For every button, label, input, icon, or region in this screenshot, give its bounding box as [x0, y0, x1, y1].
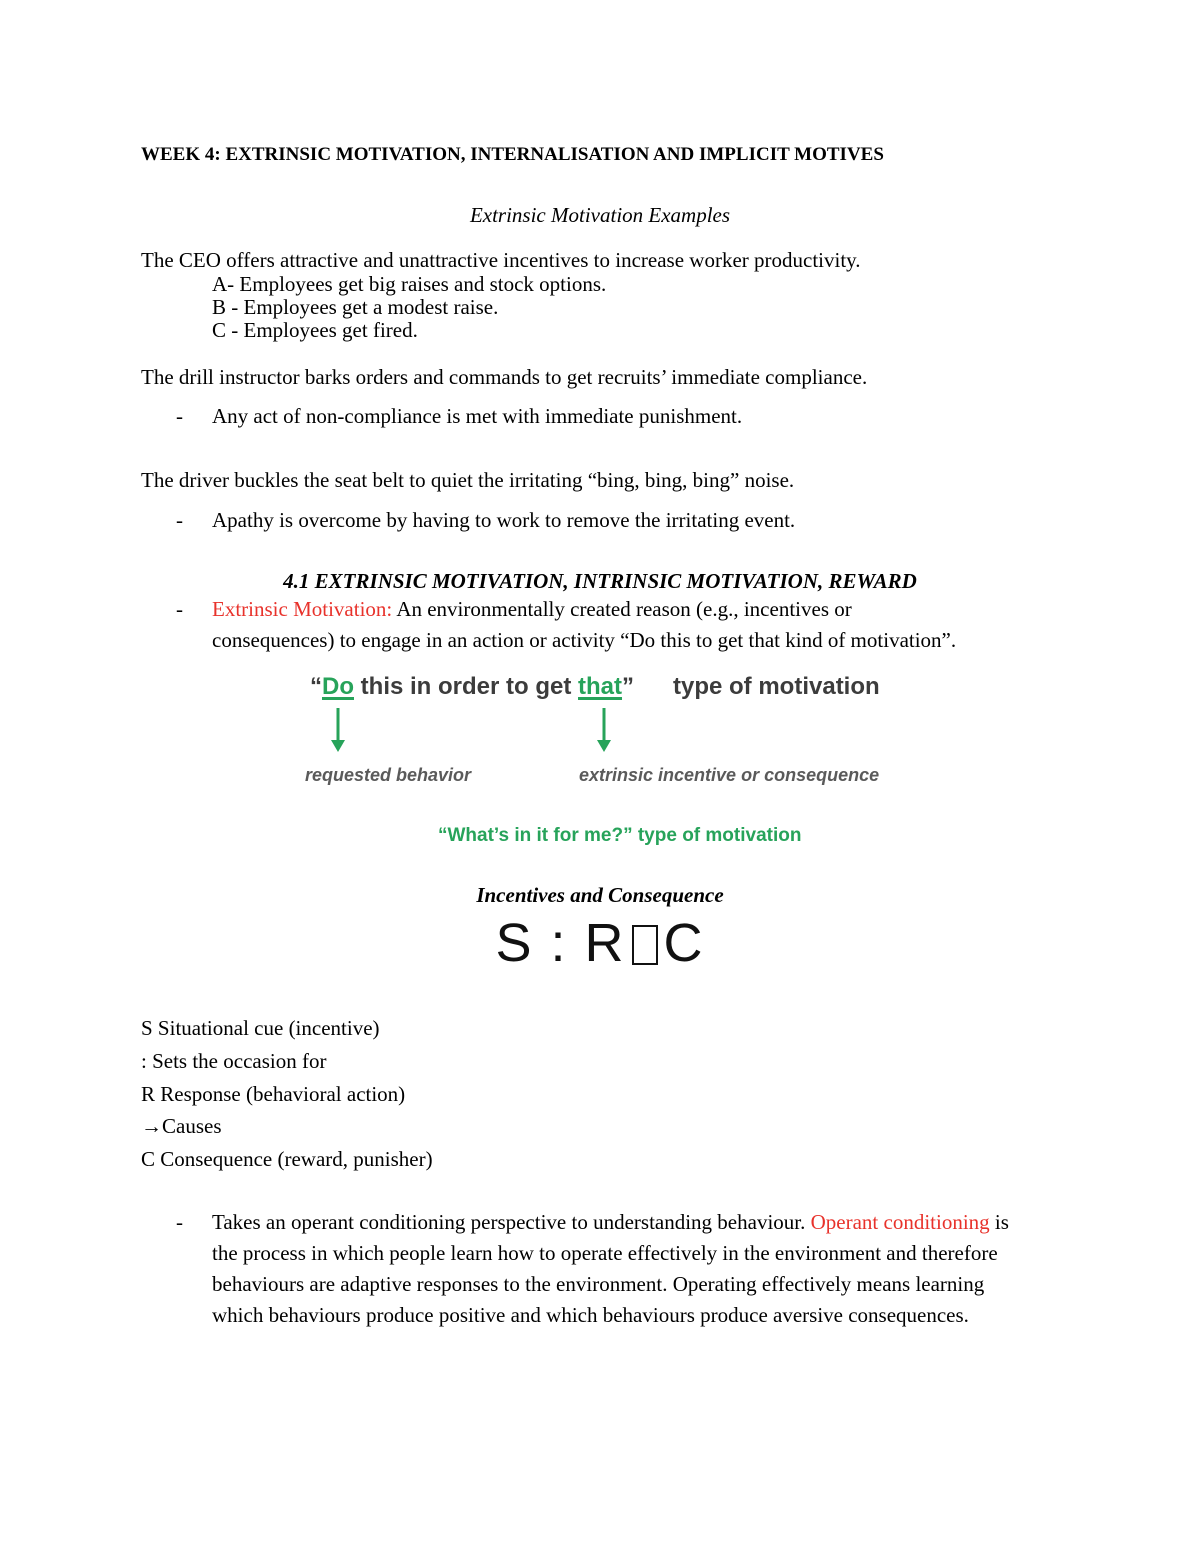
missing-glyph-box-icon	[632, 925, 658, 965]
wiifm-caption: “What’s in it for me?” type of motivation	[438, 825, 802, 846]
diagram-tail: type of motivation	[673, 673, 880, 700]
extrinsic-definition-line2: consequences) to engage in an action or activity “Do this to get that kind of motivation”.	[212, 628, 957, 652]
bullet-dash: -	[176, 1210, 183, 1234]
drill-example-text: The drill instructor barks orders and commands to get recruits’ immediate compliance.	[141, 365, 868, 389]
extrinsic-definition-text: An environmentally created reason (e.g., incentives or	[392, 597, 852, 621]
legend-r: R Response (behavioral action)	[141, 1082, 406, 1106]
legend-arrow: →Causes	[141, 1114, 222, 1138]
headline-middle: this in order to get	[354, 673, 579, 700]
operant-paragraph	[212, 1207, 1012, 1331]
operant-text-1: Takes an operant conditioning perspective to understanding behaviour.	[212, 1210, 811, 1234]
diagram-headline	[310, 673, 634, 701]
section-subtitle: Extrinsic Motivation Examples	[469, 203, 731, 227]
operant-conditioning-term: Operant conditioning	[810, 1210, 990, 1234]
incentives-heading: Incentives and Consequence	[476, 883, 724, 907]
formula-colon: :	[550, 913, 568, 973]
legend-s: S Situational cue (incentive)	[141, 1016, 380, 1040]
page-title: WEEK 4: EXTRINSIC MOTIVATION, INTERNALISATION AND IMPLICIT MOTIVES	[141, 144, 884, 165]
extrinsic-definition-line1	[212, 597, 852, 621]
drill-bullet-text: Any act of non-compliance is met with immediate punishment.	[212, 404, 743, 428]
extrinsic-incentive-label: extrinsic incentive or consequence	[579, 765, 880, 785]
ceo-option-a: A- Employees get big raises and stock options.	[212, 272, 607, 296]
down-arrow-icon	[592, 706, 616, 754]
legend-c: C Consequence (reward, punisher)	[141, 1147, 433, 1171]
section-heading-4-1: 4.1 EXTRINSIC MOTIVATION, INTRINSIC MOTIVATION, REWARD	[283, 569, 917, 593]
do-word: Do	[322, 673, 354, 700]
close-quote: ”	[622, 673, 635, 700]
that-word: that	[578, 673, 623, 700]
bullet-dash: -	[176, 597, 183, 621]
ceo-option-c: C - Employees get fired.	[212, 318, 418, 342]
driver-example-text: The driver buckles the seat belt to quiet the irritating “bing, bing, bing” noise.	[141, 468, 795, 492]
down-arrow-icon	[326, 706, 350, 754]
requested-behavior-label: requested behavior	[305, 765, 472, 785]
formula-c: C	[663, 913, 705, 973]
ceo-option-b: B - Employees get a modest raise.	[212, 295, 499, 319]
bullet-dash: -	[176, 404, 183, 428]
bullet-dash: -	[176, 508, 183, 532]
open-quote: “	[310, 673, 322, 700]
ceo-example-text: The CEO offers attractive and unattractive incentives to increase worker productivity.	[141, 248, 861, 272]
formula-s: S	[495, 913, 534, 973]
extrinsic-motivation-term: Extrinsic Motivation:	[212, 597, 393, 621]
formula-r: R	[584, 913, 626, 973]
src-formula	[0, 912, 1200, 974]
legend-colon: : Sets the occasion for	[141, 1049, 327, 1073]
driver-bullet-text: Apathy is overcome by having to work to remove the irritating event.	[212, 508, 796, 532]
operant-text-2: is the process in which people learn how to operate effectively in the environment and therefore behaviours are adaptive responses to the environment. Operating effectively means learning which behaviours produce positive and which behaviours produce aversive consequences.	[212, 1210, 1009, 1327]
